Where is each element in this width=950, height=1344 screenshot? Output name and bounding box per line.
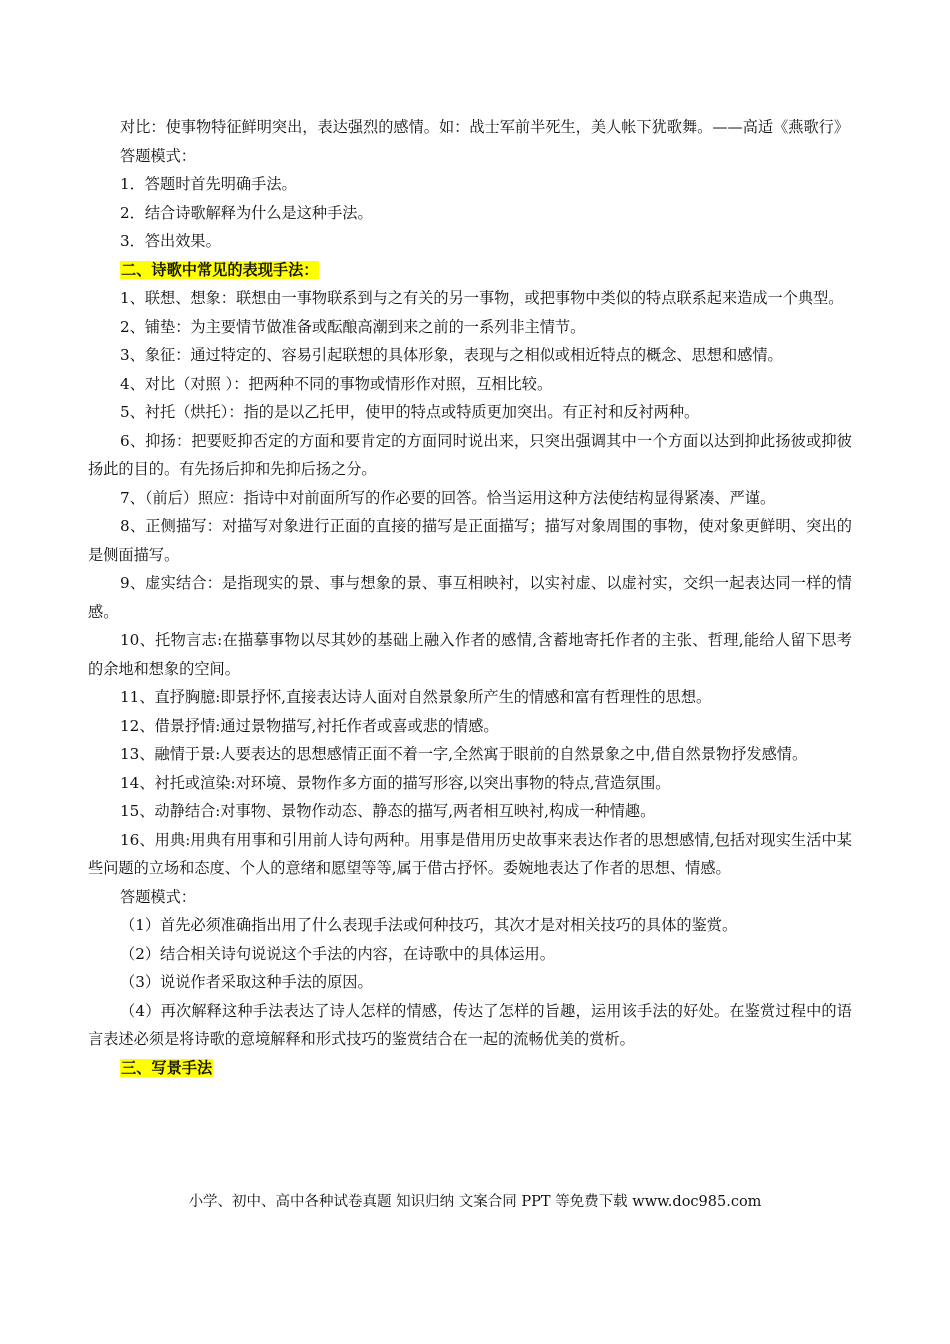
page-footer: 小学、初中、高中各种试卷真题 知识归纳 文案合同 PPT 等免费下载 www.doc985.com xyxy=(188,1194,762,1210)
technique-16: 16、用典:用典有用事和引用前人诗句两种。用事是借用历史故事来表达作者的思想感情,包括对现实生活中某些问题的立场和态度、个人的意绪和愿望等等,属于借古抒怀。委婉地表达了作者的思想、情感。 xyxy=(88,830,852,877)
answer-pattern-label: 答题模式： xyxy=(120,146,196,165)
section-heading-3: 三、写景手法 xyxy=(121,1058,213,1077)
section-heading-3-wrap xyxy=(88,1054,852,1083)
technique-5: 5、衬托（烘托）：指的是以乙托甲，使甲的特点或特质更加突出。有正衬和反衬两种。 xyxy=(120,403,700,421)
answer-step-1: 1．答题时首先明确手法。 xyxy=(120,175,297,193)
technique-9: 9、虚实结合：是指现实的景、事与想象的景、事互相映衬，以实衬虚、以虚衬实，交织一起表达同一样的情感。 xyxy=(88,574,852,621)
technique-7: 7、（前后）照应：指诗中对前面所写的作必要的回答。恰当运用这种方法使结构显得紧凑、严谨。 xyxy=(120,488,776,507)
technique-1: 1、联想、想象：联想由一事物联系到与之有关的另一事物，或把事物中类似的特点联系起来造成一个典型。 xyxy=(120,289,844,307)
answer-pattern-label-2: 答题模式： xyxy=(120,887,196,906)
answer-step-3: 3．答出效果。 xyxy=(120,232,221,250)
section-heading-2: 二、诗歌中常见的表现手法： xyxy=(121,260,319,279)
technique-2: 2、铺垫：为主要情节做准备或酝酿高潮到来之前的一系列非主情节。 xyxy=(120,317,586,336)
technique-6: 6、抑扬：把要贬抑否定的方面和要肯定的方面同时说出来，只突出强调其中一个方面以达到抑此扬彼或抑彼扬此的目的。有先扬后抑和先抑后扬之分。 xyxy=(88,431,852,478)
technique-13: 13、融情于景:人要表达的思想感情正面不着一字,全然寓于眼前的自然景象之中,借自然景物抒发感情。 xyxy=(120,745,808,763)
section-heading-2-wrap xyxy=(88,256,852,285)
technique-15: 15、动静结合:对事物、景物作动态、静态的描写,两者相互映衬,构成一种情趣。 xyxy=(120,802,656,820)
answer-pattern-step-4: （4）再次解释这种手法表达了诗人怎样的情感，传达了怎样的旨趣，运用该手法的好处。在鉴赏过程中的语言表述必须是将诗歌的意境解释和形式技巧的鉴赏结合在一起的流畅优美的赏析。 xyxy=(88,1001,852,1048)
technique-11: 11、直抒胸臆:即景抒怀,直接表达诗人面对自然景象所产生的情感和富有哲理性的思想。 xyxy=(120,688,712,706)
answer-step-2: 2．结合诗歌解释为什么是这种手法。 xyxy=(120,203,373,222)
technique-14: 14、衬托或渲染:对环境、景物作多方面的描写形容,以突出事物的特点,营造氛围。 xyxy=(120,773,671,792)
technique-12: 12、借景抒情:通过景物描写,衬托作者或喜或悲的情感。 xyxy=(120,716,499,735)
answer-pattern-step-1: （1）首先必须准确指出用了什么表现手法或何种技巧，其次才是对相关技巧的具体的鉴赏。 xyxy=(120,916,738,934)
document-body xyxy=(88,113,852,1082)
technique-4: 4、对比（对照 ）：把两种不同的事物或情形作对照，互相比较。 xyxy=(120,374,553,393)
technique-8: 8、正侧描写：对描写对象进行正面的直接的描写是正面描写；描写对象周围的事物，使对象更鲜明、突出的是侧面描写。 xyxy=(88,517,852,564)
paragraph-contrast-example: 对比：使事物特征鲜明突出，表达强烈的感情。如：战士军前半死生，美人帐下犹歌舞。——高适《燕歌行》 xyxy=(120,118,849,136)
technique-3: 3、象征：通过特定的、容易引起联想的具体形象，表现与之相似或相近特点的概念、思想和感情。 xyxy=(120,346,783,364)
answer-pattern-step-2: （2）结合相关诗句说说这个手法的内容，在诗歌中的具体运用。 xyxy=(120,944,555,963)
technique-10: 10、托物言志:在描摹事物以尽其妙的基础上融入作者的感情,含蓄地寄托作者的主张、哲理,能给人留下思考的余地和想象的空间。 xyxy=(88,631,852,678)
answer-pattern-step-3: （3）说说作者采取这种手法的原因。 xyxy=(120,973,373,991)
